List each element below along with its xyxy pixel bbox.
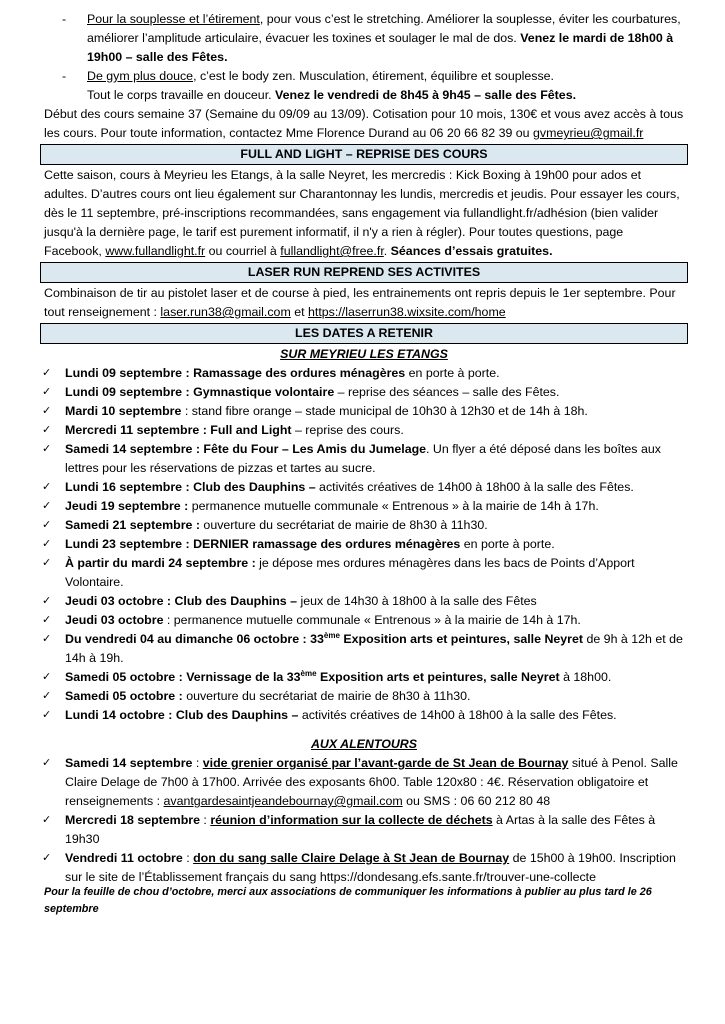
alentours-dates-list xyxy=(44,754,684,887)
date-item: ✓ Samedi 05 octobre : Vernissage de la 33ème Exposition arts et peintures, salle Neyret à 18h00. xyxy=(44,668,684,687)
subheading-alentours: AUX ALENTOURS xyxy=(310,737,417,751)
laser-website-link[interactable]: https://laserrun38.wixsite.com/home xyxy=(308,305,506,319)
footer-note: Pour la feuille de chou d’octobre, merci aux associations de communiquer les informations à publier au plus tard le 26 septembre xyxy=(44,886,652,915)
check-icon: ✓ xyxy=(42,443,52,455)
check-icon: ✓ xyxy=(42,852,52,864)
date-item: ✓ Samedi 05 octobre : ouverture du secrétariat de mairie de 8h30 à 11h30. xyxy=(44,687,684,706)
check-icon: ✓ xyxy=(42,595,52,607)
gym-email-link[interactable]: gvmeyrieu@gmail.fr xyxy=(533,126,644,140)
date-item: ✓ Lundi 23 septembre : DERNIER ramassage des ordures ménagères en porte à porte. xyxy=(44,535,684,554)
date-item: ✓ Jeudi 03 octobre : permanence mutuelle communale « Entrenous » à la mairie de 14h à 17h. xyxy=(44,611,684,630)
gym-item-link: Pour la souplesse et l’étirement xyxy=(87,12,260,26)
check-icon: ✓ xyxy=(42,481,52,493)
date-item: ✓ Lundi 09 septembre : Ramassage des ordures ménagères en porte à porte. xyxy=(44,364,684,383)
check-icon: ✓ xyxy=(42,500,52,512)
date-item: ✓ Jeudi 03 octobre : Club des Dauphins – jeux de 14h30 à 18h00 à la salle des Fêtes xyxy=(44,592,684,611)
full-light-email-link[interactable]: fullandlight@free.fr xyxy=(280,244,384,258)
check-icon: ✓ xyxy=(42,424,52,436)
full-light-text: Cette saison, cours à Meyrieu les Etangs, à la salle Neyret, les mercredis : Kick Boxing à 19h00 pour ados et adultes. D’autres cours ont lieu également sur Charantonnay les lundis, mercredis et jeudis. Pour essayer les cours, dès le 11 septembre, pré-inscriptions recommandées, sans engagement via fullandlight.fr/adhésion (bien valider jusqu'à la dernière page, le tarif est purement informatif, il n'y a rien à régler). Pour toutes questions, page Facebook, www.fullandlight.fr ou courriel à fullandlight@free.fr. Séances d’essais gratuites. xyxy=(44,168,680,258)
date-item: ✓ Mercredi 11 septembre : Full and Light – reprise des cours. xyxy=(44,421,684,440)
check-icon: ✓ xyxy=(42,814,52,826)
date-item: ✓ À partir du mardi 24 septembre : je dépose mes ordures ménagères dans les bacs de Points d’Apport Volontaire. xyxy=(42,556,635,589)
check-icon: ✓ xyxy=(42,614,52,626)
date-item: ✓ Mardi 10 septembre : stand fibre orange – stade municipal de 10h30 à 12h30 et de 14h à 18h. xyxy=(44,402,684,421)
date-item: ✓ Mercredi 18 septembre : réunion d’information sur la collecte de déchets à Artas à la salle des Fêtes à 19h30 xyxy=(42,813,656,846)
section-header-full-light: FULL AND LIGHT – REPRISE DES COURS xyxy=(40,144,688,165)
check-icon: ✓ xyxy=(42,405,52,417)
section-header-dates: LES DATES A RETENIR xyxy=(40,323,688,344)
check-icon: ✓ xyxy=(42,633,52,645)
check-icon: ✓ xyxy=(42,557,52,569)
check-icon: ✓ xyxy=(42,386,52,398)
full-light-website-link[interactable]: www.fullandlight.fr xyxy=(105,244,206,258)
gym-item-stretching: - Pour la souplesse et l’étirement, pour vous c’est le stretching. Améliorer la souplesse, éviter les courbatures, améliorer l’amplitude articulaire, évacuer les toxines et soulager le mal de dos. Venez le mardi de 18h00 à 19h00 – salle des Fêtes. xyxy=(62,12,681,64)
date-item: ✓ Du vendredi 04 au dimanche 06 octobre : 33ème Exposition arts et peintures, salle Neyret de 9h à 12h et de 14h à 19h. xyxy=(42,630,683,665)
gym-info: Début des cours semaine 37 (Semaine du 09/09 au 13/09). Cotisation pour 10 mois, 130€ et vous avez accès à tous les cours. Pour toute information, contactez Mme Florence Durand au 06 20 66 82 39 ou gvmeyrieu@gmail.fr xyxy=(44,107,684,140)
date-item: ✓ Lundi 14 octobre : Club des Dauphins – activités créatives de 14h00 à 18h00 à la salle des Fêtes. xyxy=(44,706,684,725)
section-header-laser-run: LASER RUN REPREND SES ACTIVITES xyxy=(40,262,688,283)
laser-run-text: Combinaison de tir au pistolet laser et de course à pied, les entrainements ont repris depuis le 1er septembre. Pour tout renseignement : laser.run38@gmail.com et https://laserrun38.wixsite.com/home xyxy=(44,286,676,319)
date-item: ✓ Samedi 14 septembre : vide grenier organisé par l’avant-garde de St Jean de Bournay situé à Penol. Salle Claire Delage de 7h00 à 17h00. Arrivée des exposants 6h00. Table 120x80 : 4€. Réservation obligatoire et renseignements : avantgardesaintjeandebournay@gmail.com ou SMS : 06 60 212 80 48 xyxy=(42,756,678,808)
gym-item-body-zen: - De gym plus douce, c’est le body zen. Musculation, étirement, équilibre et souplesse. Tout le corps travaille en douceur. Venez le vendredi de 8h45 à 9h45 – salle des Fêtes. xyxy=(62,69,577,102)
date-item: ✓ Vendredi 11 octobre : don du sang salle Claire Delage à St Jean de Bournay de 15h00 à 19h00. Inscription sur le site de l’Établissement français du sang https://dondesang.efs.sante.fr/trouver-une-collecte xyxy=(42,851,676,884)
date-item: ✓ Jeudi 19 septembre : permanence mutuelle communale « Entrenous » à la mairie de 14h à 17h. xyxy=(44,497,684,516)
gym-list xyxy=(44,10,684,105)
vide-grenier-email-link[interactable]: avantgardesaintjeandebournay@gmail.com xyxy=(163,794,403,808)
date-item: ✓ Samedi 21 septembre : ouverture du secrétariat de mairie de 8h30 à 11h30. xyxy=(44,516,684,535)
gym-item-link: De gym plus douce xyxy=(87,69,194,83)
check-icon: ✓ xyxy=(42,519,52,531)
gym-item-schedule: Venez le mardi de 18h00 à 19h00 – salle des Fêtes. xyxy=(87,31,674,64)
newsletter-page xyxy=(44,10,684,887)
check-icon: ✓ xyxy=(42,690,52,702)
check-icon: ✓ xyxy=(42,709,52,721)
check-icon: ✓ xyxy=(42,538,52,550)
check-icon: ✓ xyxy=(42,757,52,769)
date-item: ✓ Lundi 09 septembre : Gymnastique volontaire – reprise des séances – salle des Fêtes. xyxy=(44,383,684,402)
gym-item-schedule: Venez le vendredi de 8h45 à 9h45 – salle des Fêtes. xyxy=(275,88,577,102)
check-icon: ✓ xyxy=(42,671,52,683)
date-item: ✓ Samedi 14 septembre : Fête du Four – Les Amis du Jumelage. Un flyer a été déposé dans les boîtes aux lettres pour les réservations de pizzas et tartes au sucre. xyxy=(42,442,661,475)
check-icon: ✓ xyxy=(42,367,52,379)
subheading-meyrieu: SUR MEYRIEU LES ETANGS xyxy=(280,347,448,361)
meyrieu-dates-list xyxy=(44,364,684,725)
laser-email-link[interactable]: laser.run38@gmail.com xyxy=(160,305,291,319)
date-item: ✓ Lundi 16 septembre : Club des Dauphins – activités créatives de 14h00 à 18h00 à la salle des Fêtes. xyxy=(44,478,684,497)
